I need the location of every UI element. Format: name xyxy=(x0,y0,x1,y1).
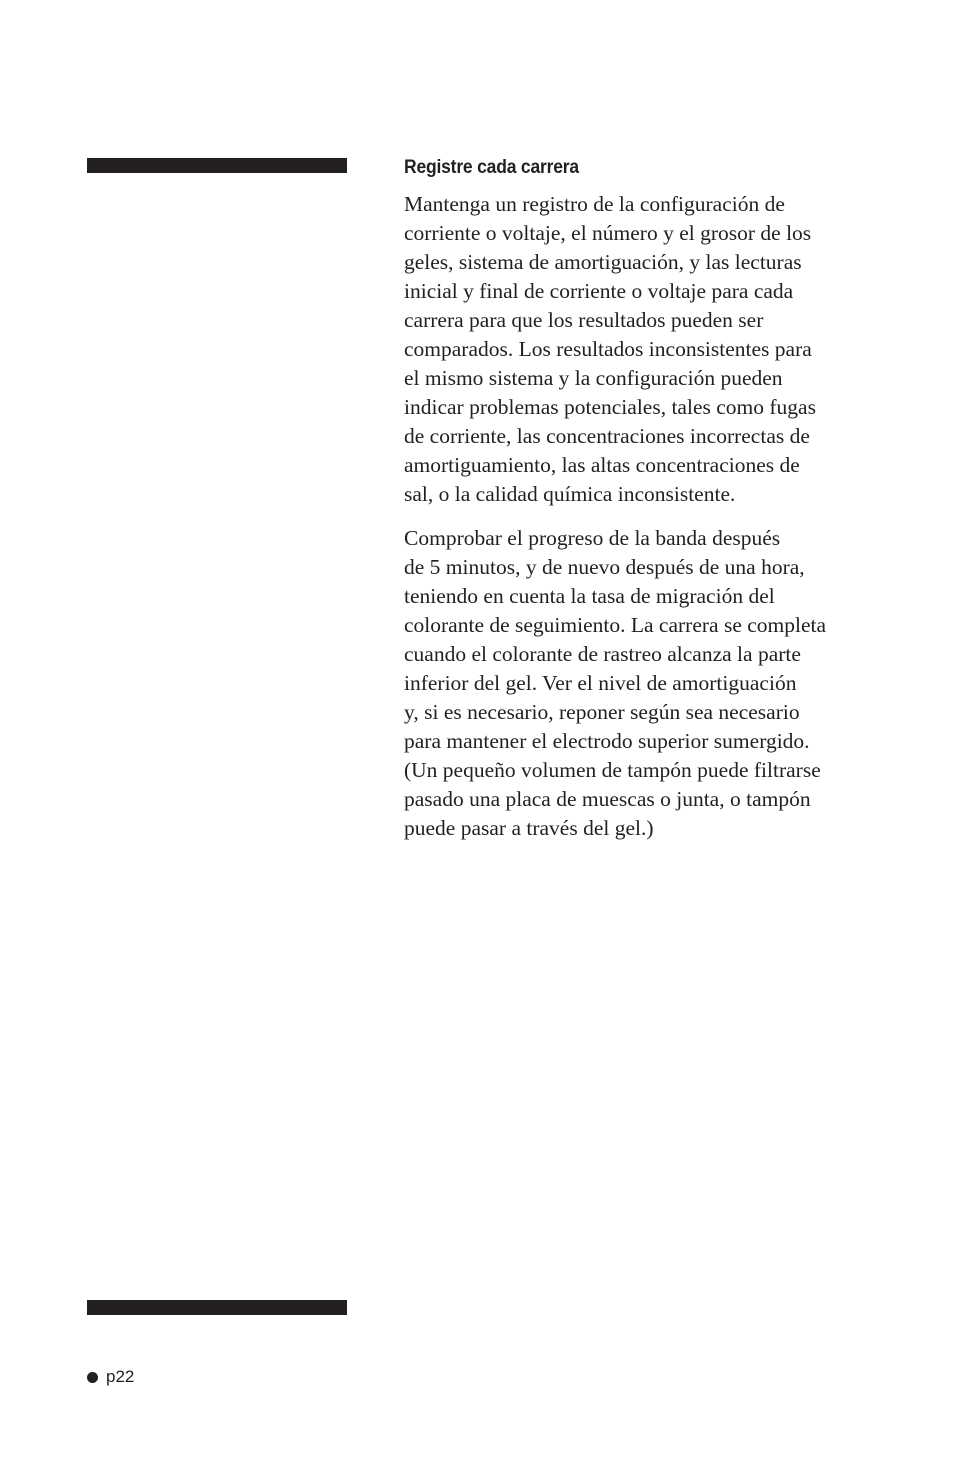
text-line: carrera para que los resultados pueden ser xyxy=(404,308,764,332)
text-line: sal, o la calidad química inconsistente. xyxy=(404,482,736,506)
text-line: indicar problemas potenciales, tales como fugas xyxy=(404,395,816,419)
text-line: comparados. Los resultados inconsistentes para xyxy=(404,337,812,361)
text-line: cuando el colorante de rastreo alcanza la parte xyxy=(404,642,801,666)
text-line: corriente o voltaje, el número y el grosor de los xyxy=(404,221,812,245)
paragraph-1 xyxy=(404,190,884,509)
paragraph-2 xyxy=(404,524,884,843)
text-line: (Un pequeño volumen de tampón puede filtrarse xyxy=(404,758,821,782)
section-heading: Registre cada carrera xyxy=(404,157,579,178)
main-content xyxy=(404,154,884,858)
text-line: teniendo en cuenta la tasa de migración del xyxy=(404,584,775,608)
bottom-decorative-rule xyxy=(87,1300,347,1315)
text-line: colorante de seguimiento. La carrera se completa xyxy=(404,613,827,637)
text-line: amortiguamiento, las altas concentraciones de xyxy=(404,453,800,477)
text-line: pasado una placa de muescas o junta, o tampón xyxy=(404,787,811,811)
text-line: de corriente, las concentraciones incorrectas de xyxy=(404,424,810,448)
text-line: inicial y final de corriente o voltaje para cada xyxy=(404,279,794,303)
page-number: p22 xyxy=(106,1367,135,1386)
text-line: y, si es necesario, reponer según sea necesario xyxy=(404,700,800,724)
text-line: inferior del gel. Ver el nivel de amortiguación xyxy=(404,671,797,695)
text-line: geles, sistema de amortiguación, y las lecturas xyxy=(404,250,802,274)
bullet-icon xyxy=(87,1372,98,1383)
text-line: Mantenga un registro de la configuración de xyxy=(404,192,785,216)
text-line: Comprobar el progreso de la banda después xyxy=(404,526,781,550)
text-line: para mantener el electrodo superior sumergido. xyxy=(404,729,810,753)
text-line: de 5 minutos, y de nuevo después de una hora, xyxy=(404,555,805,579)
page-footer xyxy=(87,1367,134,1387)
top-decorative-rule xyxy=(87,158,347,173)
text-line: el mismo sistema y la configuración pueden xyxy=(404,366,783,390)
text-line: puede pasar a través del gel.) xyxy=(404,816,654,840)
